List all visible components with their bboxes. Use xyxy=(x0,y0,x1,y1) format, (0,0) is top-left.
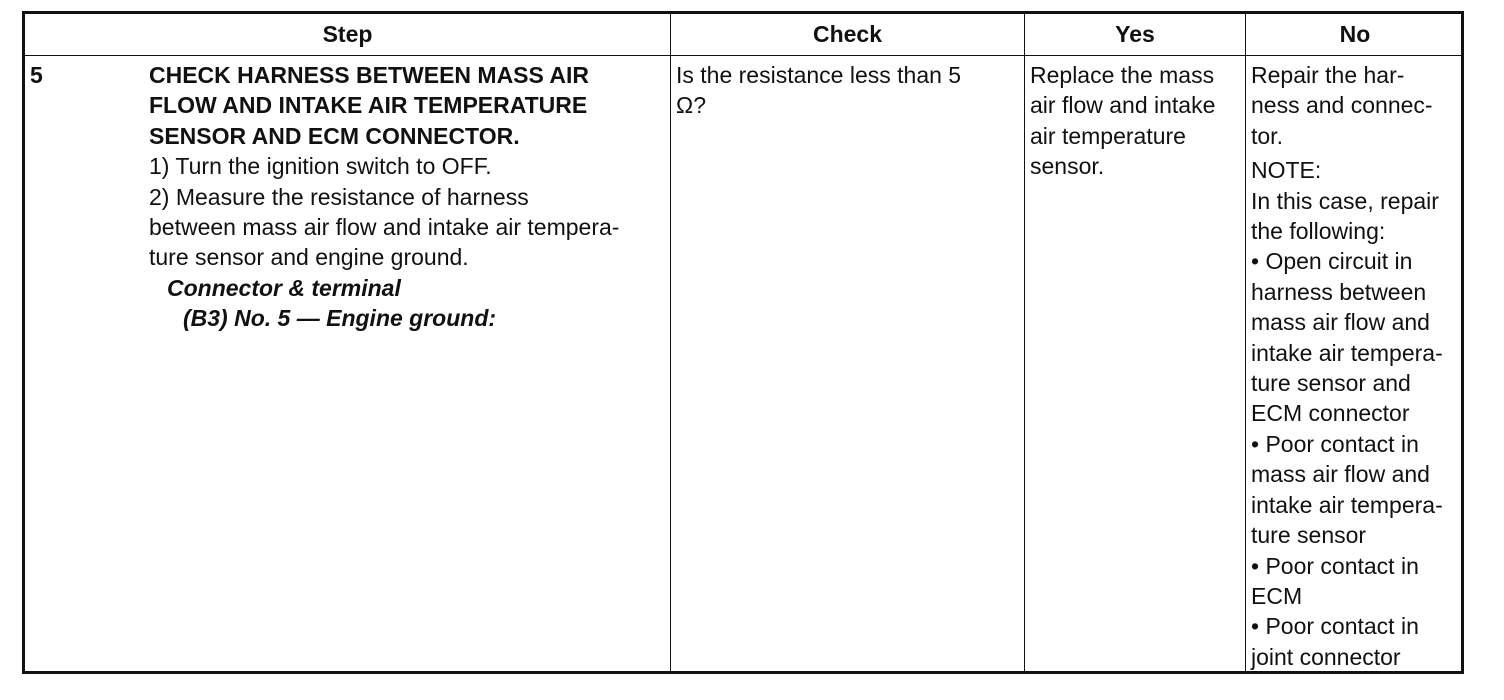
no-line: Repair the har- xyxy=(1251,62,1405,88)
step-instruction-line: 2) Measure the resistance of harness xyxy=(149,183,529,210)
note-line: harness between xyxy=(1251,278,1427,305)
yes-line: Replace the mass xyxy=(1030,62,1215,88)
note-line: the following: xyxy=(1251,218,1386,245)
yes-line: air flow and intake xyxy=(1030,92,1216,119)
note-line: • Poor contact in xyxy=(1251,430,1419,457)
note-line: • Poor contact in xyxy=(1251,552,1419,579)
no-line: ness and connec- xyxy=(1251,92,1433,119)
note-line: mass air flow and xyxy=(1251,309,1430,336)
note-line: joint connector xyxy=(1251,643,1401,670)
note-line: • Open circuit in xyxy=(1251,248,1413,275)
diagnostic-table xyxy=(22,11,1464,674)
note-line: ECM connector xyxy=(1251,400,1410,427)
step-title-line: FLOW AND INTAKE AIR TEMPERATURE xyxy=(149,92,588,119)
step-title-line: CHECK HARNESS BETWEEN MASS AIR xyxy=(149,62,590,88)
step-instruction-line: 1) Turn the ignition switch to OFF. xyxy=(149,153,492,180)
spec-value: (B3) No. 5 — Engine ground: xyxy=(183,305,497,332)
step-instruction-line: between mass air flow and intake air tempera- xyxy=(149,214,620,241)
step-instruction-line: ture sensor and engine ground. xyxy=(149,244,469,271)
check-cell xyxy=(671,56,1025,674)
header-step: Step xyxy=(25,14,671,56)
spec-label: Connector & terminal xyxy=(167,274,401,301)
check-line: Ω? xyxy=(676,92,706,119)
check-line: Is the resistance less than 5 xyxy=(676,62,962,88)
step-title-line: SENSOR AND ECM CONNECTOR. xyxy=(149,122,520,149)
note-line: ture sensor xyxy=(1251,522,1367,549)
yes-line: air temperature xyxy=(1030,122,1186,149)
note-line: intake air tempera- xyxy=(1251,339,1443,366)
header-check: Check xyxy=(671,14,1025,56)
step-number: 5 xyxy=(30,62,43,88)
note-line: intake air tempera- xyxy=(1251,491,1443,518)
note-line: • Poor contact in xyxy=(1251,613,1419,640)
yes-line: sensor. xyxy=(1030,153,1105,180)
note-line: ECM xyxy=(1251,582,1303,609)
header-no: No xyxy=(1246,14,1464,56)
step-cell xyxy=(25,56,671,674)
yes-cell xyxy=(1025,56,1246,674)
note-line: mass air flow and xyxy=(1251,461,1430,488)
step-content xyxy=(149,60,664,334)
note-label: NOTE: xyxy=(1251,157,1322,184)
no-line: tor. xyxy=(1251,122,1283,149)
header-yes: Yes xyxy=(1025,14,1246,56)
no-cell xyxy=(1246,56,1464,674)
note-line: In this case, repair xyxy=(1251,187,1439,214)
note-line: ture sensor and xyxy=(1251,370,1411,397)
